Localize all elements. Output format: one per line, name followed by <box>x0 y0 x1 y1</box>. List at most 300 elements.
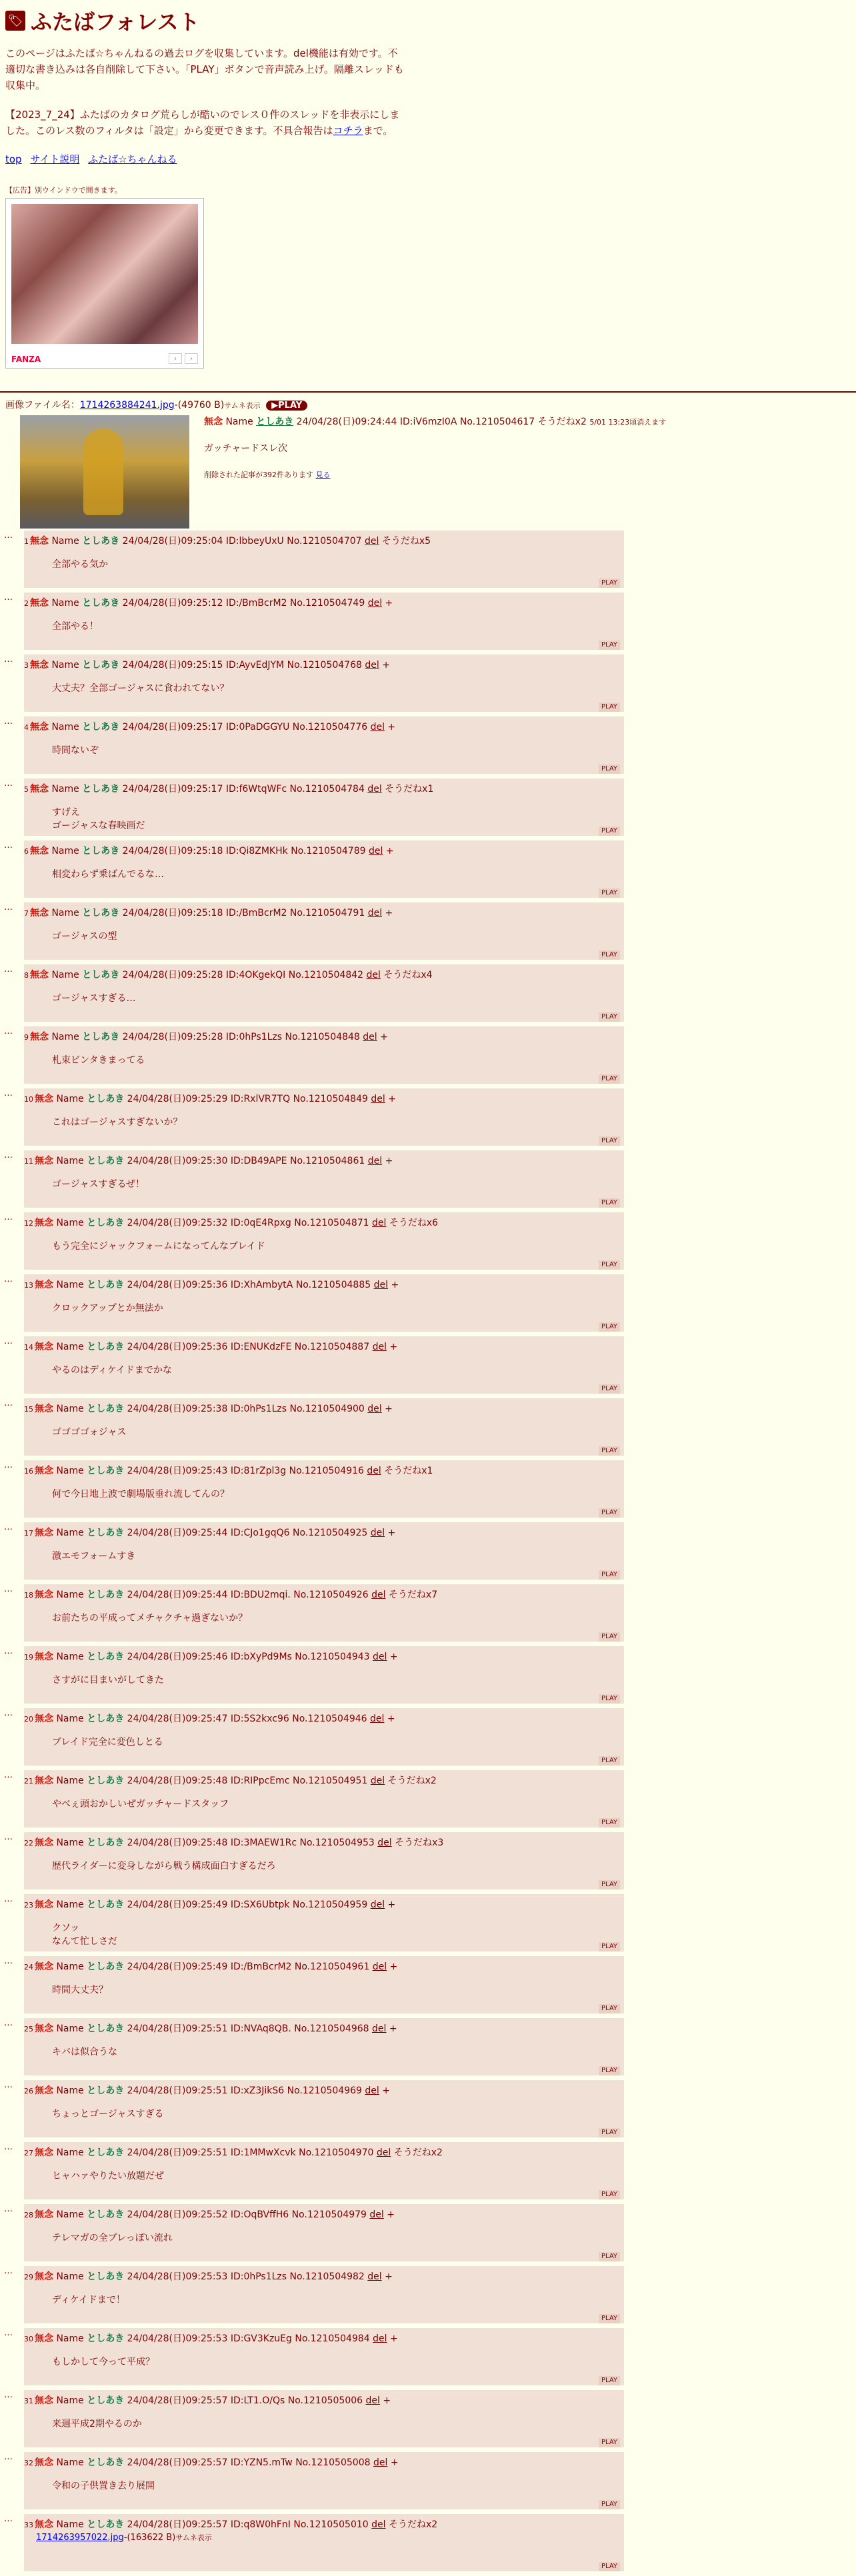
reply-file-size: -(163622 B) <box>123 2533 176 2543</box>
reply-del-link[interactable]: del <box>369 2209 384 2220</box>
op-thumbnail[interactable] <box>20 415 189 529</box>
reply-header <box>24 1894 624 1912</box>
reply-cell <box>24 1398 624 1456</box>
reply-sodane[interactable]: そうだねx2 <box>389 2519 438 2530</box>
reply-name: としあき <box>82 846 120 856</box>
nav-futaba-link[interactable]: ふたば☆ちゃんねる <box>88 153 177 165</box>
reply-sodane[interactable]: + <box>389 1342 398 1352</box>
reply-play-button[interactable]: PLAY <box>599 702 620 712</box>
reply-header <box>24 593 624 611</box>
reply-name-label: Name <box>51 908 79 918</box>
reply-del-link[interactable]: del <box>363 1032 377 1042</box>
reply-number: 10 <box>24 1095 33 1104</box>
reply-name: としあき <box>87 1404 125 1414</box>
reply-del-link[interactable]: del <box>367 908 383 918</box>
reply-play-button[interactable]: PLAY <box>599 1942 620 1951</box>
reply-del-link[interactable]: del <box>373 1652 387 1662</box>
reply-subject: 無念 <box>30 598 49 609</box>
reply-row <box>0 902 627 964</box>
reply-name-label: Name <box>56 1838 84 1848</box>
reply-cell <box>24 2080 624 2137</box>
reply-row <box>0 1026 627 1088</box>
show-deleted-link[interactable]: 見る <box>315 471 331 479</box>
reply-subject: 無念 <box>35 1466 53 1476</box>
reply-header <box>24 1956 624 1974</box>
reply-play-button[interactable]: PLAY <box>599 641 620 650</box>
reply-del-link[interactable]: del <box>370 1900 385 1910</box>
reply-play-button[interactable]: PLAY <box>599 2004 620 2013</box>
reply-datetime: 24/04/28(日)09:25:44 <box>127 1590 228 1600</box>
reply-number: 30 <box>24 2335 33 2343</box>
reply-del-link[interactable]: del <box>365 2395 380 2406</box>
reply-no: No.1210504791 <box>289 908 365 918</box>
reply-header <box>24 778 624 796</box>
reply-play-button[interactable]: PLAY <box>599 1880 620 1890</box>
reply-cell <box>24 840 624 898</box>
reply-cell <box>24 1274 624 1332</box>
reply-play-button[interactable]: PLAY <box>599 2066 620 2075</box>
reply-name: としあき <box>82 970 120 980</box>
reply-cell <box>24 1150 624 1208</box>
reply-cell <box>24 1336 624 1394</box>
reply-subject: 無念 <box>35 1218 53 1228</box>
reply-text: テレマガの全プレっぽい流れ <box>52 2233 173 2243</box>
reply-name: としあき <box>82 660 120 670</box>
reply-cell <box>24 2018 624 2075</box>
reply-row <box>0 840 627 902</box>
reply-name: としあき <box>87 2271 125 2282</box>
reply-cell <box>24 1832 624 1890</box>
reply-row <box>0 964 627 1026</box>
reply-sodane[interactable]: そうだねx6 <box>389 1218 439 1228</box>
reply-number: 19 <box>24 1653 33 1662</box>
reply-dots: … <box>4 1894 13 1904</box>
reply-play-button[interactable]: PLAY <box>599 826 620 836</box>
reply-subject: 無念 <box>35 1838 53 1848</box>
reply-number: 26 <box>24 2087 33 2095</box>
reply-play-button[interactable]: PLAY <box>599 1136 620 1146</box>
op-play-button[interactable]: ▶PLAY <box>266 401 307 411</box>
reply-id: ID:lbbeyUxU <box>225 536 284 547</box>
reply-play-button[interactable]: PLAY <box>599 1198 620 1208</box>
reply-row <box>0 716 627 778</box>
reply-del-link[interactable]: del <box>373 2333 387 2344</box>
reply-dots: … <box>4 2204 13 2214</box>
nav-top-link[interactable]: top <box>5 153 22 165</box>
reply-row <box>0 1460 627 1522</box>
reply-sodane[interactable]: + <box>382 2085 390 2096</box>
reply-datetime: 24/04/28(日)09:25:36 <box>127 1280 228 1290</box>
reply-name-label: Name <box>56 1342 84 1352</box>
nav-links <box>5 152 851 166</box>
reply-dots: … <box>4 1398 13 1408</box>
reply-del-link[interactable]: del <box>372 1961 387 1972</box>
reply-name-label: Name <box>56 2023 84 2034</box>
reply-sodane[interactable]: そうだねx1 <box>384 1466 433 1476</box>
reply-name: としあき <box>87 1466 125 1476</box>
reply-dots: … <box>4 2018 13 2028</box>
ad-image[interactable] <box>11 204 198 344</box>
reply-del-link[interactable]: del <box>365 660 379 670</box>
reply-id: ID:q8W0hFnI <box>230 2519 291 2530</box>
reply-cell <box>24 1088 624 1146</box>
reply-name: としあき <box>87 2209 125 2220</box>
reply-number: 31 <box>24 2397 33 2405</box>
reply-del-link[interactable]: del <box>367 784 382 794</box>
reply-del-link[interactable]: del <box>367 1404 382 1414</box>
reply-name: としあき <box>87 2333 125 2344</box>
reply-cell <box>24 1770 624 1828</box>
reply-del-link[interactable]: del <box>372 1342 387 1352</box>
reply-cell <box>24 2328 624 2385</box>
reply-dots: … <box>4 2080 13 2090</box>
reply-datetime: 24/04/28(日)09:25:43 <box>127 1466 228 1476</box>
reply-id: ID:SX6Ubtpk <box>230 1900 290 1910</box>
reply-play-button[interactable]: PLAY <box>599 1756 620 1766</box>
reply-id: ID:RxlVR7TQ <box>230 1094 291 1104</box>
reply-name: としあき <box>87 1900 125 1910</box>
reply-datetime: 24/04/28(日)09:25:46 <box>127 1652 228 1662</box>
reply-header <box>24 902 624 920</box>
reply-del-link[interactable]: del <box>370 1714 385 1724</box>
reply-header <box>24 2142 624 2160</box>
reply-del-link[interactable]: del <box>372 1218 387 1228</box>
reply-header <box>24 654 624 672</box>
reply-dots: … <box>4 1460 13 1470</box>
reply-del-link[interactable]: del <box>365 2085 379 2096</box>
reply-name-label: Name <box>56 1218 84 1228</box>
ad-arrows <box>169 353 198 364</box>
reply-dots: … <box>4 1646 13 1656</box>
reply-subject: 無念 <box>35 1590 53 1600</box>
reply-del-link[interactable]: del <box>370 722 385 732</box>
reply-sodane[interactable]: + <box>391 1280 399 1290</box>
reply-sodane[interactable]: そうだねx3 <box>395 1838 444 1848</box>
reply-sodane[interactable]: + <box>387 722 396 732</box>
reply-dots: … <box>4 2142 13 2152</box>
reply-row <box>0 1708 627 1770</box>
reply-del-link[interactable]: del <box>367 1466 381 1476</box>
reply-play-button[interactable]: PLAY <box>599 2314 620 2323</box>
reply-sodane[interactable]: + <box>387 1528 396 1538</box>
reply-sodane[interactable]: + <box>382 660 390 670</box>
reply-del-link[interactable]: del <box>367 598 383 609</box>
reply-text: 時間ないぞ <box>52 745 99 756</box>
reply-number: 16 <box>24 1467 33 1476</box>
reply-subject: 無念 <box>35 2023 53 2034</box>
reply-del-link[interactable]: del <box>376 2147 391 2158</box>
reply-name-label: Name <box>56 1528 84 1538</box>
reply-number: 22 <box>24 1839 33 1848</box>
reply-number: 21 <box>24 1777 33 1786</box>
ad-note: 【広告】別ウインドウで開きます。 <box>5 186 122 195</box>
reply-dots: … <box>4 1708 13 1718</box>
reply-cell <box>24 1894 624 1951</box>
reply-play-button[interactable]: PLAY <box>599 2438 620 2447</box>
reply-name-label: Name <box>51 598 79 609</box>
reply-row <box>0 1274 627 1336</box>
ad-banner[interactable] <box>5 198 204 369</box>
reply-play-button[interactable]: PLAY <box>599 1570 620 1580</box>
reply-row <box>0 1646 627 1708</box>
reply-del-link[interactable]: del <box>371 1590 386 1600</box>
reply-row <box>0 2452 627 2514</box>
reply-sodane[interactable]: + <box>387 1714 395 1724</box>
reply-subject: 無念 <box>30 970 49 980</box>
reply-sodane[interactable]: + <box>385 1156 393 1166</box>
reply-play-button[interactable]: PLAY <box>599 1260 620 1270</box>
reply-id: ID:Qi8ZMKHk <box>225 846 288 856</box>
reply-del-link[interactable]: del <box>373 2457 388 2468</box>
reply-play-button[interactable]: PLAY <box>599 579 620 588</box>
reply-play-button[interactable]: PLAY <box>599 2376 620 2385</box>
reply-play-button[interactable]: PLAY <box>599 1322 620 1332</box>
reply-del-link[interactable]: del <box>372 2023 387 2034</box>
reply-name: としあき <box>82 722 120 732</box>
reply-del-link[interactable]: del <box>365 536 379 547</box>
reply-name-label: Name <box>56 1280 84 1290</box>
reply-sodane[interactable]: + <box>385 2271 393 2282</box>
reply-sodane[interactable]: そうだねx5 <box>381 536 431 547</box>
reply-id: ID:CJo1gqQ6 <box>230 1528 290 1538</box>
reply-cell <box>24 1522 624 1580</box>
reply-cell <box>24 2142 624 2199</box>
reply-text: ブレイド完全に変色しとる <box>52 1737 163 1748</box>
reply-number: 1 <box>24 537 29 546</box>
reply-file-link[interactable]: 1714263957022.jpg <box>36 2533 124 2543</box>
reply-play-button[interactable]: PLAY <box>599 950 620 960</box>
reply-sodane[interactable]: + <box>389 1961 398 1972</box>
reply-play-button[interactable]: PLAY <box>599 2252 620 2261</box>
reply-del-link[interactable]: del <box>373 1280 388 1290</box>
reply-name-label: Name <box>56 1404 84 1414</box>
reply-play-button[interactable]: PLAY <box>599 1074 620 1084</box>
reply-header <box>24 1274 624 1292</box>
reply-text: 歴代ライダーに変身しながら戦う構成面白すぎるだろ <box>52 1861 276 1872</box>
nav-about-link[interactable]: サイト説明 <box>30 153 80 165</box>
reply-no: No.1210504946 <box>292 1714 367 1724</box>
reply-text: やるのはディケイドまでかな <box>52 1365 172 1376</box>
reply-sodane[interactable]: そうだねx1 <box>385 784 434 794</box>
reply-del-link[interactable]: del <box>377 1838 392 1848</box>
reply-datetime: 24/04/28(日)09:25:17 <box>122 784 223 794</box>
reply-text: 全部やる気か <box>52 559 108 570</box>
reply-dots: … <box>4 778 13 788</box>
reply-header <box>24 1150 624 1168</box>
reply-header <box>24 1212 624 1230</box>
reply-play-button[interactable]: PLAY <box>599 1632 620 1642</box>
reply-number: 11 <box>24 1157 33 1166</box>
chevron-right-icon[interactable]: › <box>185 353 198 364</box>
reply-del-link[interactable]: del <box>367 2271 382 2282</box>
op-name[interactable]: としあき <box>256 417 294 427</box>
reply-subject: 無念 <box>30 784 49 794</box>
reply-dots: … <box>4 1832 13 1842</box>
reply-id: ID:XhAmbytA <box>230 1280 293 1290</box>
reply-no: No.1210504848 <box>285 1032 360 1042</box>
reply-subject: 無念 <box>35 2457 53 2468</box>
intro-text <box>5 45 405 139</box>
reply-cell <box>24 716 624 774</box>
reply-sodane[interactable]: + <box>380 1032 388 1042</box>
chevron-left-icon[interactable]: ‹ <box>169 353 182 364</box>
reply-subject: 無念 <box>30 1032 49 1042</box>
reply-dots: … <box>4 1212 13 1222</box>
reply-play-button[interactable]: PLAY <box>599 888 620 898</box>
op-sodane[interactable]: そうだねx2 <box>537 417 587 427</box>
reply-text: ゴゴゴゴォジャス <box>52 1427 127 1438</box>
reply-row <box>0 1894 627 1956</box>
reply-sodane[interactable]: + <box>387 1900 396 1910</box>
reply-header <box>24 2266 624 2284</box>
thumb-note: サムネ表示 <box>224 401 261 410</box>
reply-play-button[interactable]: PLAY <box>599 1384 620 1394</box>
reply-del-link[interactable]: del <box>368 846 383 856</box>
reply-sodane[interactable]: + <box>389 2333 398 2344</box>
reply-cell <box>24 964 624 1022</box>
reply-id: ID:0PaDGGYU <box>225 722 290 732</box>
reply-sodane[interactable]: + <box>383 2395 391 2406</box>
reply-subject: 無念 <box>35 1342 53 1352</box>
reply-name-label: Name <box>56 1714 84 1724</box>
tag-icon: 🏷 <box>5 11 25 31</box>
reply-play-button[interactable]: PLAY <box>599 2190 620 2199</box>
reply-subject: 無念 <box>35 2271 53 2282</box>
reply-header <box>24 2328 624 2346</box>
reply-sodane[interactable]: そうだねx7 <box>388 1590 438 1600</box>
reply-cell <box>24 1708 624 1766</box>
reply-name-label: Name <box>51 846 79 856</box>
reply-row <box>0 654 627 716</box>
reply-sodane[interactable]: + <box>385 598 393 609</box>
reply-del-link[interactable]: del <box>370 1776 385 1786</box>
reply-del-link[interactable]: del <box>371 1094 385 1104</box>
reply-datetime: 24/04/28(日)09:25:30 <box>127 1156 228 1166</box>
reply-del-link[interactable]: del <box>366 970 381 980</box>
reply-cell <box>24 1646 624 1704</box>
reply-datetime: 24/04/28(日)09:25:49 <box>127 1900 228 1910</box>
reply-play-button[interactable]: PLAY <box>599 1818 620 1828</box>
reply-name: としあき <box>87 1156 125 1166</box>
reply-subject: 無念 <box>35 1652 53 1662</box>
reply-datetime: 24/04/28(日)09:25:44 <box>127 1528 228 1538</box>
reply-datetime: 24/04/28(日)09:25:47 <box>127 1714 228 1724</box>
reply-no: No.1210505010 <box>293 2519 369 2530</box>
reply-play-button[interactable]: PLAY <box>599 2500 620 2509</box>
site-header <box>0 0 856 369</box>
reply-play-button[interactable]: PLAY <box>599 1694 620 1704</box>
reply-id: ID:0hPs1Lzs <box>230 2271 287 2282</box>
reply-play-button[interactable]: PLAY <box>599 1508 620 1518</box>
reply-header <box>24 716 624 734</box>
reply-header <box>24 1708 624 1726</box>
reply-number: 23 <box>24 1901 33 1910</box>
reply-datetime: 24/04/28(日)09:25:32 <box>127 1218 228 1228</box>
reply-header <box>24 2390 624 2408</box>
reply-sodane[interactable]: + <box>390 2457 399 2468</box>
reply-sodane[interactable]: + <box>385 846 394 856</box>
reply-del-link[interactable]: del <box>370 1528 385 1538</box>
reply-id: ID:YZN5.mTw <box>230 2457 293 2468</box>
intro-paragraph-2: 【2023_7_24】ふたばのカタログ荒らしが酷いのでレス０件のスレッドを非表示にしました。このレス数のフィルタは「設定」から変更できます。不具合報告はコチラまで。 <box>5 109 400 137</box>
reply-id: ID:1MMwXcvk <box>230 2147 296 2158</box>
reply-datetime: 24/04/28(日)09:25:52 <box>127 2209 228 2220</box>
reply-play-button[interactable]: PLAY <box>599 1012 620 1022</box>
reply-datetime: 24/04/28(日)09:25:12 <box>122 598 223 609</box>
reply-no: No.1210505006 <box>287 2395 363 2406</box>
reply-play-button[interactable]: PLAY <box>599 2562 620 2571</box>
reply-name: としあき <box>87 1652 125 1662</box>
reply-text: やべぇ頭おかしいぜガッチャードスタッフ <box>52 1799 229 1810</box>
reply-sodane[interactable]: + <box>387 2209 395 2220</box>
reply-row <box>0 531 627 593</box>
reply-datetime: 24/04/28(日)09:25:04 <box>122 536 223 547</box>
reply-text: 何で今日地上波で劇場版垂れ流してんの？ <box>52 1489 229 1500</box>
reply-name: としあき <box>87 2085 125 2096</box>
reply-name: としあき <box>87 1776 125 1786</box>
reply-play-button[interactable]: PLAY <box>599 1446 620 1456</box>
reply-sodane[interactable]: + <box>389 1652 398 1662</box>
op-file-link[interactable]: 1714263884241.jpg <box>79 400 175 411</box>
bug-report-link[interactable]: コチラ <box>333 125 363 137</box>
reply-id: ID:f6WtqWFc <box>225 784 287 794</box>
reply-number: 3 <box>24 661 29 670</box>
reply-text: キバは似合うな <box>52 2047 117 2057</box>
reply-cell <box>24 654 624 712</box>
reply-number: 20 <box>24 1715 33 1724</box>
reply-id: ID:/BmBcrM2 <box>230 1961 292 1972</box>
reply-del-link[interactable]: del <box>367 1156 383 1166</box>
reply-number: 7 <box>24 909 29 918</box>
reply-header <box>24 1522 624 1540</box>
reply-sodane[interactable]: そうだねx2 <box>393 2147 443 2158</box>
reply-row <box>0 1336 627 1398</box>
reply-no: No.1210504951 <box>292 1776 368 1786</box>
reply-sodane[interactable]: そうだねx4 <box>383 970 433 980</box>
reply-number: 12 <box>24 1219 33 1228</box>
reply-row <box>0 1522 627 1584</box>
reply-no: No.1210504925 <box>292 1528 368 1538</box>
reply-row <box>0 778 627 840</box>
reply-datetime: 24/04/28(日)09:25:57 <box>127 2395 228 2406</box>
reply-name-label: Name <box>56 1652 84 1662</box>
reply-id: ID:GV3KzuEg <box>230 2333 292 2344</box>
reply-sodane[interactable]: + <box>385 908 393 918</box>
reply-name-label: Name <box>56 2085 84 2096</box>
reply-name-label: Name <box>56 2209 84 2220</box>
reply-row <box>0 2204 627 2266</box>
reply-datetime: 24/04/28(日)09:25:48 <box>127 1776 228 1786</box>
reply-play-button[interactable]: PLAY <box>599 764 620 774</box>
reply-play-button[interactable]: PLAY <box>599 2128 620 2137</box>
reply-text: ちょっとゴージャスすぎる <box>52 2109 164 2119</box>
reply-datetime: 24/04/28(日)09:25:51 <box>127 2085 228 2096</box>
reply-text: 全部やる！ <box>52 621 99 632</box>
reply-id: ID:xZ3JikS6 <box>230 2085 285 2096</box>
reply-sodane[interactable]: + <box>385 1404 393 1414</box>
reply-name-label: Name <box>51 722 79 732</box>
reply-dots: … <box>4 716 13 726</box>
reply-text: ゴージャスの型 <box>52 931 117 942</box>
reply-no: No.1210505008 <box>295 2457 371 2468</box>
reply-id: ID:BDU2mqi. <box>230 1590 291 1600</box>
reply-del-link[interactable]: del <box>371 2519 386 2530</box>
reply-sodane[interactable]: + <box>388 1094 396 1104</box>
reply-sodane[interactable]: そうだねx2 <box>387 1776 437 1786</box>
reply-name: としあき <box>82 784 120 794</box>
reply-subject: 無念 <box>35 1528 53 1538</box>
reply-sodane[interactable]: + <box>389 2023 397 2034</box>
